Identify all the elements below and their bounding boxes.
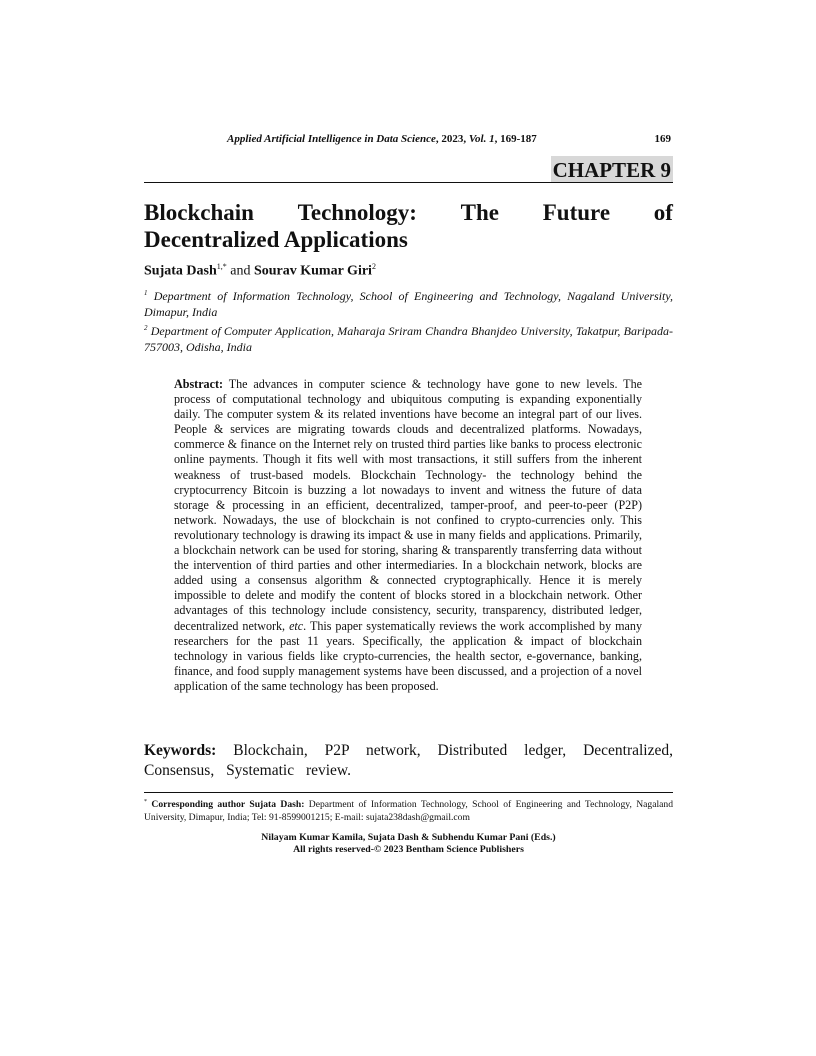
editors-line: Nilayam Kumar Kamila, Sujata Dash & Subhendu Kumar Pani (Eds.)	[261, 832, 556, 843]
paper-title	[144, 199, 673, 253]
footnote-label: Corresponding author Sujata Dash:	[147, 799, 305, 811]
affiliation-text: Department of Computer Application, Maharaja Sriram Chandra Bhanjdeo University, Takatpur, Baripada-757003, Odisha, India	[144, 324, 673, 354]
author-affil-mark: 1,*	[216, 262, 227, 271]
page-number: 169	[654, 133, 671, 145]
abstract-text: The advances in computer science & technology have gone to new levels. The process of computational technology and ubiquitous computing is expanding exponentially daily. The computer system & its related inventions have become an integral part of our lives. People & services are migrating towards clouds and decentralized platforms. Nowadays, commerce & finance on the Internet rely on trusted third parties like banks to process electronic online payments. Though it fits well with most transactions, it still suffers from the inherent weakness of trust-based models. Blockchain Technology- the technology behind the cryptocurrency Bitcoin is buzzing a lot nowadays to invent and witness the future of data storage & processing in an efficient, decentralized, tamper-proof, and peer-to-peer (P2P) network. Nowadays, the use of blockchain is not confined to crypto-currencies only. This revolutionary technology is drawing its impact & use in many fields and applications. Primarily, a blockchain network can be used for storing, sharing & transparently transferring data without the intervention of third parties and other intermediaries. In a blockchain network, blocks are added using a consensus algorithm & connected cryptographically. Hence it is merely impossible to delete and modify the content of blocks stored in a blockchain network. Other advantages of this technology include consistency, security, transparency, distributed ledger, decentralized network,	[174, 377, 642, 633]
abstract-text: . This paper systematically reviews the work accomplished by many researchers for the past 11 years. Specifically, the application & impact of blockchain technology in various fields like crypto-currencies, the health sector, e-governance, banking, finance, and food supply management systems have been discussed, and a projection of a novel application of the same technology has been proposed.	[174, 618, 642, 693]
title-word: Blockchain	[144, 200, 254, 225]
journal-volume: Vol. 1	[468, 133, 495, 145]
keywords	[144, 741, 673, 780]
journal-pages: , 169-187	[494, 133, 537, 145]
chapter-heading	[144, 156, 673, 183]
keywords-text: Blockchain, P2P network, Distributed ledger, Decentralized, Consensus, Systematic review.	[144, 742, 673, 779]
title-word: Technology:	[297, 200, 417, 225]
author-name: Sujata Dash	[144, 263, 217, 279]
copyright-line: All rights reserved-© 2023 Bentham Science Publishers	[293, 844, 524, 855]
author-list	[144, 262, 673, 280]
title-line-1	[144, 199, 673, 226]
affiliation-number: 2	[144, 324, 148, 332]
author-affil-mark: 2	[371, 262, 376, 271]
footnote-text: Department of Information Technology, School of Engineering and Technology, Nagaland University, Dimapur, India; Tel: 91-8599001215; E-mail: sujata238dash@gmail.com	[144, 799, 673, 823]
affiliation	[144, 285, 673, 320]
abstract-label: Abstract:	[174, 377, 224, 391]
keywords-label: Keywords:	[144, 742, 217, 759]
author-conjunction: and	[226, 263, 254, 279]
title-word: of	[653, 200, 673, 225]
footnote	[144, 796, 673, 824]
chapter-rule	[144, 182, 673, 183]
title-line-2: Decentralized Applications	[144, 227, 408, 252]
affiliation-text: Department of Information Technology, School of Engineering and Technology, Nagaland University, Dimapur, India	[144, 289, 673, 319]
journal-title: Applied Artificial Intelligence in Data Science	[227, 133, 436, 145]
publisher-info	[144, 832, 673, 856]
affiliation-number: 1	[144, 289, 148, 297]
chapter-label: CHAPTER 9	[552, 158, 671, 182]
title-word: Future	[542, 200, 611, 225]
abstract	[174, 377, 642, 694]
running-head	[144, 133, 673, 149]
footnote-mark: *	[144, 799, 147, 805]
journal-citation	[227, 133, 537, 145]
footnote-rule	[144, 792, 673, 793]
journal-year: , 2023,	[435, 133, 469, 145]
title-word: The	[460, 200, 500, 225]
abstract-etc: etc	[289, 618, 304, 633]
author-name: Sourav Kumar Giri	[253, 263, 372, 279]
affiliation	[144, 320, 673, 355]
